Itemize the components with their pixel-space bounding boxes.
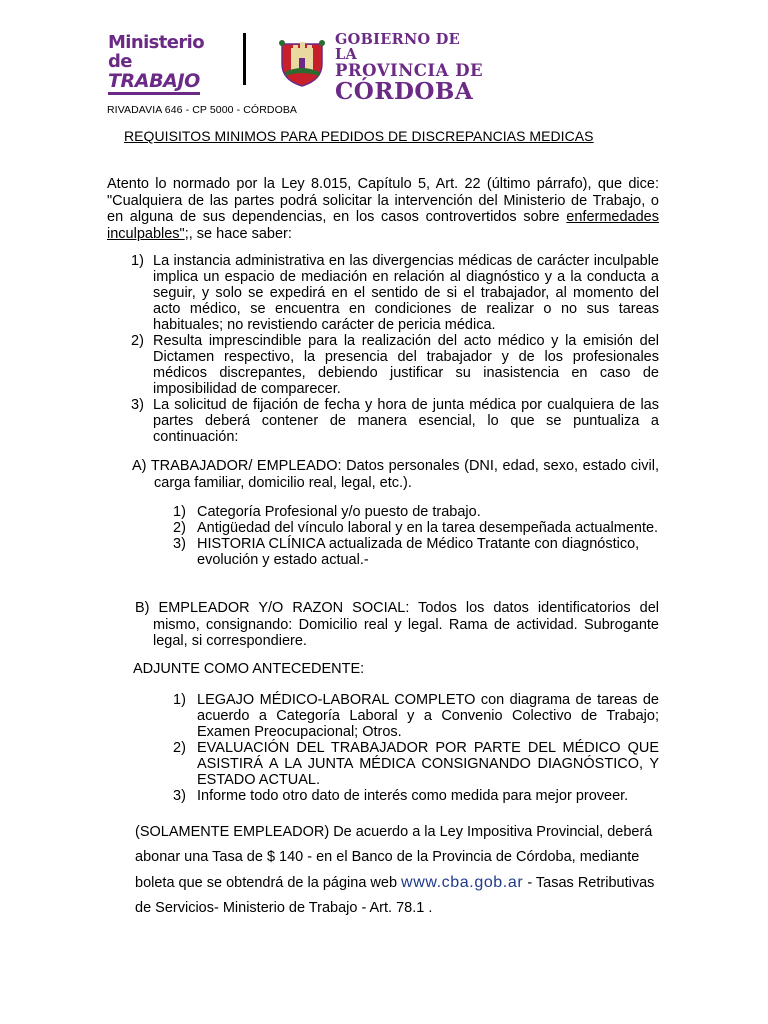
list-item-text: Categoría Profesional y/o puesto de trabajo.	[197, 504, 481, 520]
list-item-text: Informe todo otro dato de interés como medida para mejor proveer.	[197, 788, 629, 804]
list-item	[173, 520, 659, 536]
provincia-shield-icon	[276, 34, 328, 88]
logo-divider	[243, 33, 246, 85]
gobierno-logo-line3: CÓRDOBA	[335, 77, 474, 105]
address-line: RIVADAVIA 646 - CP 5000 - CÓRDOBA	[107, 104, 298, 116]
cba-website-link[interactable]: www.cba.gob.ar	[401, 874, 524, 891]
list-item-number: 2)	[173, 520, 186, 536]
list-item-text: LEGAJO MÉDICO-LABORAL COMPLETO con diagrama de tareas de acuerdo a Categoría Laboral y a Convenio Colectivo de Trabajo; Examen Preocupacional; Otros.	[197, 692, 659, 740]
list-item	[173, 536, 659, 568]
list-item	[131, 333, 659, 397]
list-item	[173, 740, 659, 788]
list-item	[173, 692, 659, 740]
gobierno-logo-line2: PROVINCIA DE	[335, 61, 484, 80]
list-item-number: 2)	[173, 740, 186, 756]
list-item-number: 2)	[131, 333, 144, 349]
gobierno-cordoba-logo	[335, 31, 485, 105]
list-item-text: La instancia administrativa en las divergencias médicas de carácter inculpable implica un espacio de mediación en relación al diagnóstico y a la conducta a seguir, y solo se expedirá en el sentido de si el trabajador, al momento del acto médico, se encuentra en condiciones de realizar o no sus tareas habituales; no revistiendo carácter de pericia médica.	[153, 253, 659, 333]
list-item-text: Antigüedad del vínculo laboral y en la tarea desempeñada actualmente.	[197, 520, 659, 536]
list-item	[131, 253, 659, 333]
list-item-text: EVALUACIÓN DEL TRABAJADOR POR PARTE DEL MÉDICO QUE ASISTIRÁ A LA JUNTA MÉDICA CONSIGNANDO DIAGNÓSTICO, Y ESTADO ACTUAL.	[197, 740, 659, 788]
list-item-text: Resulta imprescindible para la realización del acto médico y la emisión del Dictamen respectivo, la presencia del trabajador y de los profesionales médicos discrepantes, debiendo justificar su inasistencia en caso de imposibilidad de comparecer.	[153, 333, 659, 397]
list-item-number: 1)	[131, 253, 144, 269]
list-item-number: 3)	[173, 788, 186, 804]
closing-line1: (SOLAMENTE EMPLEADOR) De acuerdo a la Ley Impositiva Provincial, deberá	[135, 824, 653, 840]
ministerio-logo-line2: TRABAJO	[108, 70, 200, 95]
intro-text-part2: ;, se hace saber:	[184, 225, 292, 242]
list-item-number: 1)	[173, 692, 186, 708]
list-item	[173, 788, 659, 804]
intro-paragraph	[107, 176, 659, 242]
adjunte-list	[173, 692, 659, 804]
closing-line3-pre: boleta que se obtendrá de la página web	[135, 875, 402, 891]
closing-line3-post: - Tasas Retributivas	[523, 875, 655, 891]
intro-underlined-text: enfermedades inculpables"	[107, 209, 659, 242]
intro-text-part1: Atento lo normado por la Ley 8.015, Capítulo 5, Art. 22 (último párrafo), que dice: "Cualquiera de las partes podrá solicitar la intervención del Ministerio de Trabajo, o en alguna de sus dependencias, en los casos controvertidos sobre	[107, 176, 659, 225]
closing-line2: abonar una Tasa de $ 140 - en el Banco de la Provincia de Córdoba, mediante	[135, 849, 640, 865]
list-item-number: 1)	[173, 504, 186, 520]
main-requirements-list	[131, 253, 659, 445]
section-b-empleador	[135, 600, 659, 650]
closing-paragraph	[135, 820, 665, 921]
gobierno-logo-line1: GOBIERNO DE LA	[335, 31, 461, 63]
closing-line4: de Servicios- Ministerio de Trabajo - Art. 78.1 .	[135, 900, 433, 916]
section-a-list	[173, 504, 659, 568]
list-item	[131, 397, 659, 445]
list-item-text: HISTORIA CLÍNICA actualizada de Médico Tratante con diagnóstico, evolución y estado actual.-	[197, 536, 640, 568]
section-b-text: B) EMPLEADOR Y/O RAZON SOCIAL: Todos los datos identificatorios del mismo, consignando: Domicilio real y legal. Rama de actividad. Subrogante legal, si correspondiere.	[135, 600, 659, 649]
section-a-trabajador	[132, 458, 659, 491]
document-title: REQUISITOS MINIMOS PARA PEDIDOS DE DISCREPANCIAS MEDICAS	[124, 128, 594, 144]
list-item-number: 3)	[131, 397, 144, 413]
list-item-number: 3)	[173, 536, 186, 552]
ministerio-trabajo-logo	[108, 32, 218, 92]
adjunte-heading: ADJUNTE COMO ANTECEDENTE:	[133, 661, 365, 677]
ministerio-logo-line1: Ministerio de	[108, 32, 205, 72]
section-a-text: A) TRABAJADOR/ EMPLEADO: Datos personales (DNI, edad, sexo, estado civil, carga familiar, domicilio real, legal, etc.).	[132, 458, 659, 491]
list-item-text: La solicitud de fijación de fecha y hora de junta médica por cualquiera de las partes deberá contener de manera esencial, lo que se puntualiza a continuación:	[153, 397, 659, 445]
list-item	[173, 504, 659, 520]
